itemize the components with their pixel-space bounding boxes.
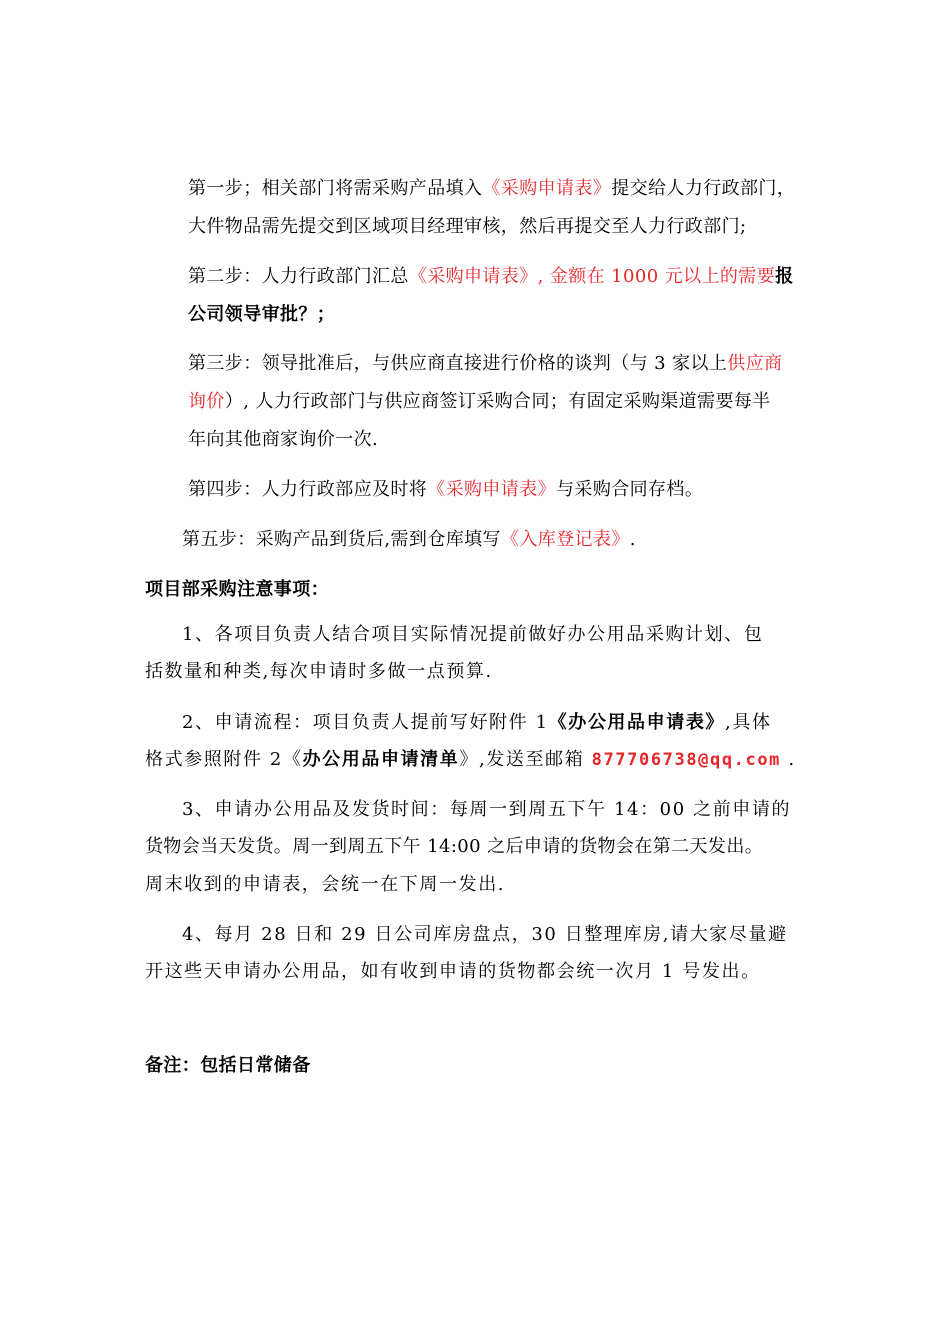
- notes-heading: 项目部采购注意事项：: [145, 579, 329, 600]
- purchase-request-form-ref: 《采购申请表》: [482, 178, 612, 199]
- step-1-text: 第一步；相关部门将需采购产品填入: [188, 178, 483, 199]
- note-1-text: 1、各项目负责人结合项目实际情况提前做好办公用品采购计划、包: [182, 624, 764, 645]
- note-2-line-1: [182, 710, 772, 736]
- office-supplies-form-ref: 《办公用品申请表》: [548, 712, 726, 733]
- step-3-text: 第三步：领导批准后，与供应商直接进行价格的谈判（与 3 家以上: [188, 353, 728, 374]
- step-3-text-2: ）, 人力行政部门与供应商签订采购合同；有固定采购渠道需要每半: [224, 391, 771, 412]
- note-1-line-2: [145, 659, 493, 685]
- warehouse-form-ref: 《入库登记表》: [500, 529, 630, 550]
- step-1-line-1: [188, 176, 795, 202]
- note-3-line-1: [182, 797, 791, 823]
- note-4-text-2: 开这些天申请办公用品，如有收到申请的货物都会统一次月 1 号发出。: [145, 961, 761, 982]
- step-2-text: 第二步：人力行政部门汇总: [188, 266, 409, 287]
- note-4-line-2: [145, 959, 761, 985]
- note-2-text: 2、申请流程：项目负责人提前写好附件 1: [182, 712, 549, 733]
- step-1-text-end: 提交给人力行政部门，: [611, 178, 796, 199]
- step-3-line-2: [188, 389, 771, 415]
- note-2-line-2: [145, 747, 796, 773]
- note-4-text: 4、每月 28 日和 29 日公司库房盘点，30 日整理库房,请大家尽量避: [182, 924, 788, 945]
- step-4-text-end: 与采购合同存档。: [556, 479, 704, 500]
- step-2-line-2: [188, 302, 335, 328]
- step-5-line: [182, 527, 636, 553]
- supplier-ref: 供应商: [727, 353, 783, 374]
- remark: 备注：包括日常储备: [145, 1055, 311, 1076]
- inquiry-ref: 询价: [188, 391, 225, 412]
- step-1-text-2: 大件物品需先提交到区域项目经理审核，然后再提交至人力行政部门;: [188, 216, 747, 237]
- note-3-text-3: 周末收到的申请表，会统一在下周一发出.: [145, 874, 506, 895]
- note-2-text-end-2: .: [788, 749, 796, 770]
- step-3-line-3: [188, 427, 378, 453]
- step-5-text: 第五步：采购产品到货后,需到仓库填写: [182, 529, 501, 550]
- email-address: 877706738@qq.com: [591, 750, 781, 770]
- note-4-line-1: [182, 922, 788, 948]
- step-2-bold-text: 报: [775, 266, 794, 287]
- note-1-line-1: [182, 622, 763, 648]
- step-2-line-1: [188, 264, 794, 290]
- note-3-text: 3、申请办公用品及发货时间：每周一到周五下午 14：00 之前申请的: [182, 799, 792, 820]
- step-2-red-text: 《采购申请表》, 金额在 1000 元以上的需要: [408, 266, 776, 287]
- step-5-text-end: .: [629, 529, 636, 550]
- step-4-line: [188, 477, 703, 503]
- note-2-text-end: ,具体: [725, 712, 772, 733]
- note-1-text-2: 括数量和种类,每次申请时多做一点预算.: [145, 661, 493, 682]
- note-3-text-2: 货物会当天发货。周一到周五下午 14:00 之后申请的货物会在第二天发出。: [145, 836, 764, 857]
- note-3-line-3: [145, 872, 505, 898]
- step-3-text-3: 年向其他商家询价一次.: [188, 429, 379, 450]
- step-4-text: 第四步：人力行政部应及时将: [188, 479, 428, 500]
- step-4-form-ref: 《采购申请表》: [427, 479, 557, 500]
- office-supplies-list-ref: 办公用品申请清单: [302, 749, 460, 770]
- note-3-line-2: [145, 834, 763, 860]
- step-2-text-2: 公司领导审批？；: [188, 304, 336, 325]
- note-2-text-2: 格式参照附件 2《: [145, 749, 303, 770]
- note-2-text-3: 》,发送至邮箱: [459, 749, 585, 770]
- step-1-line-2: [188, 214, 746, 240]
- step-3-line-1: [188, 351, 783, 377]
